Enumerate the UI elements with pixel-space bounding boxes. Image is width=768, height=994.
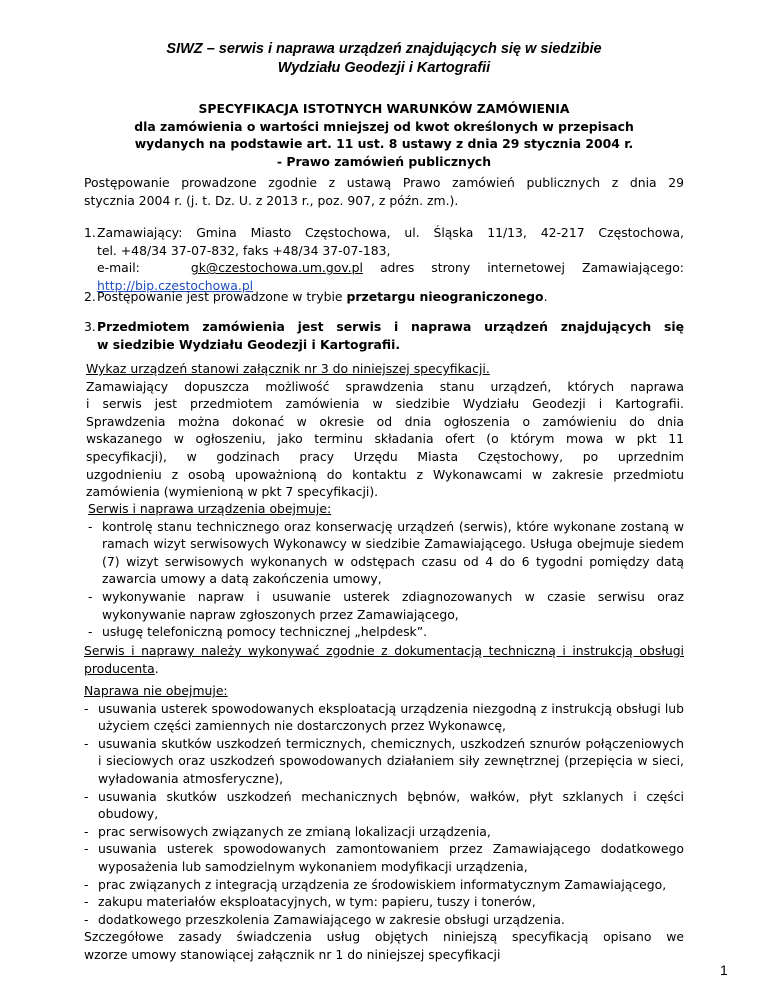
documentation-paragraph	[84, 642, 684, 677]
list-item: - zakupu materiałów eksploatacyjnych, w tym: papieru, tuszy i tonerów,	[84, 894, 536, 910]
section-number: 1.	[84, 225, 96, 240]
repair-exclusions-heading: Naprawa nie obejmuje:	[84, 683, 228, 698]
section-1-contracting-authority	[84, 224, 684, 294]
list-item-text: usuwania skutków uszkodzeń termicznych, chemicznych, uszkodzeń sznurów połączeniowych i sieciowych oraz uszkodzeń spowodowanych działaniem siły zewnętrznej (przepięcia w sieci, wyładowania atmosferyczne),	[98, 735, 684, 786]
list-item-text: wykonywanie napraw i usuwanie usterek zdiagnozowanych w czasie serwisu oraz wykonywanie napraw zgłoszonych przez Zamawiającego,	[102, 588, 684, 622]
service-scope	[88, 500, 684, 641]
equipment-list-reference: Wykaz urządzeń stanowi załącznik nr 3 do niniejszej specyfikacji.	[86, 361, 490, 376]
title-line-4: - Prawo zamówień publicznych	[276, 153, 492, 169]
list-item: - usługę telefoniczną pomocy technicznej „helpdesk”.	[88, 624, 428, 640]
intro-line-2: stycznia 2004 r. (j. t. Dz. U. z 2013 r., poz. 907, z późn. zm.).	[84, 192, 459, 208]
header-line-1: SIWZ – serwis i naprawa urządzeń znajdujących się w siedzibie	[166, 41, 602, 57]
documentation-end: .	[154, 660, 159, 676]
equipment-text-line: specyfikacji), w godzinach pracy Urzędu Miasta Częstochowy, po uprzednim	[86, 448, 684, 464]
equipment-text-line: Zamawiający dopuszcza możliwość sprawdzenia stanu urządzeń, których naprawa	[86, 378, 684, 394]
website-label: adres strony internetowej Zamawiającego:	[379, 260, 684, 276]
running-header	[0, 40, 768, 78]
section-number: 2.	[84, 289, 96, 304]
service-scope-heading: Serwis i naprawa urządzenia obejmuje:	[88, 501, 332, 516]
procedure-text: Postępowanie jest prowadzone w trybie	[97, 289, 343, 304]
title-line-1: SPECYFIKACJA ISTOTNYCH WARUNKÓW ZAMÓWIENIA	[198, 101, 570, 116]
equipment-text-line: wskazanego w ogłoszeniu, jako terminu składania ofert (o którym mowa w pkt 11	[86, 431, 684, 447]
document-title	[70, 100, 698, 170]
list-item: - usuwania skutków uszkodzeń termicznych, chemicznych, uszkodzeń sznurów połączeniowych i sieciowych oraz uszkodzeń spowodowanych działaniem siły zewnętrznej (przepięcia w sieci, wyładowania atmosferyczne),	[84, 735, 684, 786]
header-line-2: Wydziału Geodezji i Kartografii	[277, 60, 491, 76]
email-link[interactable]: gk@czestochowa.um.gov.pl	[190, 260, 363, 276]
closing-line-1: Szczegółowe zasady świadczenia usług objętych niniejszą specyfikacją opisano we	[84, 929, 684, 945]
page-number: 1	[720, 962, 728, 978]
closing-line-2: wzorze umowy stanowiącej załącznik nr 1 do niniejszej specyfikacji	[84, 946, 501, 962]
section-3-subject	[84, 318, 684, 353]
list-item: - wykonywanie napraw i usuwanie usterek zdiagnozowanych w czasie serwisu oraz wykonywanie napraw zgłoszonych przez Zamawiającego,	[88, 588, 684, 622]
list-item-text: usuwania usterek spowodowanych eksploatacją urządzenia niezgodną z instrukcją obsługi lub użyciem części zamiennych nie dostarczonych przez Wykonawcę,	[98, 700, 684, 734]
list-item: - usuwania usterek spowodowanych zamontowaniem przez Zamawiającego dodatkowego wyposażenia lub samodzielnym wykonaniem modyfikacji urządzenia,	[84, 841, 684, 874]
equipment-text-line: i serwis jest przedmiotem zamówienia w siedzibie Wydziału Geodezji i Kartografii.	[86, 396, 684, 412]
repair-exclusions	[84, 682, 684, 964]
list-item: - kontrolę stanu technicznego oraz konserwację urządzeń (serwis), które wykonane zostaną w ramach wizyt serwisowych Wykonawcy w siedzibie Zamawiającego. Usługa obejmuje siedem (7) wizyt serwisowych wykonanych w odstępach czasu od 4 do 6 tygodni pomiędzy datą zawarcia umowy a datą zakończenia umowy,	[88, 518, 684, 587]
subject-line-2: w siedzibie Wydziału Geodezji i Kartografii.	[97, 336, 401, 352]
documentation-text: Serwis i naprawy należy wykonywać zgodnie z dokumentacją techniczną i instrukcją obsługi producenta	[84, 643, 684, 676]
list-item-text: usuwania skutków uszkodzeń mechanicznych bębnów, wałków, płyt szklanych i części obudowy,	[98, 788, 684, 822]
equipment-text-line: zamówienia (wymienioną w pkt 7 specyfikacji).	[86, 484, 379, 500]
procedure-mode: przetargu nieograniczonego	[346, 289, 544, 304]
list-item: - prac serwisowych związanych ze zmianą lokalizacji urządzenia,	[84, 823, 491, 839]
equipment-list-paragraph	[86, 360, 684, 501]
authority-phone-fax: tel. +48/34 37-07-832, faks +48/34 37-07-183,	[97, 242, 391, 258]
list-item-text: zakupu materiałów eksploatacyjnych, w tym: papieru, tuszy i tonerów,	[98, 894, 536, 910]
authority-contact-line	[97, 259, 684, 277]
equipment-text-line: Sprawdzenia można dokonać w okresie od dnia ogłoszenia o zamówieniu do dnia	[86, 413, 684, 429]
title-line-3: wydanych na podstawie art. 11 ust. 8 ustawy z dnia 29 stycznia 2004 r.	[134, 136, 634, 151]
section-2-procedure	[84, 288, 684, 306]
list-item-text: usługę telefoniczną pomocy technicznej „helpdesk”.	[102, 624, 428, 640]
list-item-text: usuwania usterek spowodowanych zamontowaniem przez Zamawiającego dodatkowego wyposażenia lub samodzielnym wykonaniem modyfikacji urządzenia,	[98, 841, 684, 874]
list-item: - dodatkowego przeszkolenia Zamawiającego w zakresie obsługi urządzenia.	[84, 911, 565, 927]
list-item: - prac związanych z integracją urządzenia ze środowiskiem informatycznym Zamawiającego,	[84, 876, 667, 892]
intro-paragraph	[84, 174, 684, 209]
list-item-text: kontrolę stanu technicznego oraz konserwację urządzeń (serwis), które wykonane zostaną w ramach wizyt serwisowych Wykonawcy w siedzibie Zamawiającego. Usługa obejmuje siedem (7) wizyt serwisowych wykonanych w odstępach czasu od 4 do 6 tygodni pomiędzy datą zawarcia umowy a datą zakończenia umowy,	[102, 518, 684, 587]
list-item-text: prac związanych z integracją urządzenia ze środowiskiem informatycznym Zamawiającego,	[98, 876, 667, 892]
section-number: 3.	[84, 319, 96, 334]
list-item-text: prac serwisowych związanych ze zmianą lokalizacji urządzenia,	[98, 823, 491, 839]
list-item: - usuwania usterek spowodowanych eksploatacją urządzenia niezgodną z instrukcją obsługi lub użyciem części zamiennych nie dostarczonych przez Wykonawcę,	[84, 700, 684, 734]
authority-address: Zamawiający: Gmina Miasto Częstochowa, ul. Śląska 11/13, 42-217 Częstochowa,	[97, 225, 684, 240]
intro-line-1: Postępowanie prowadzone zgodnie z ustawą Prawo zamówień publicznych z dnia 29	[84, 175, 684, 190]
website-link[interactable]: http://bip.czestochowa.pl	[97, 277, 254, 293]
email-label: e-mail:	[97, 260, 140, 276]
list-item-text: dodatkowego przeszkolenia Zamawiającego w zakresie obsługi urządzenia.	[98, 911, 565, 927]
title-line-2: dla zamówienia o wartości mniejszej od kwot określonych w przepisach	[134, 118, 634, 134]
list-item: - usuwania skutków uszkodzeń mechanicznych bębnów, wałków, płyt szklanych i części obudowy,	[84, 788, 684, 822]
equipment-text-line: uzgodnieniu z osobą upoważnioną do kontaktu z Wykonawcami w zakresie przedmiotu	[86, 466, 684, 482]
procedure-end: .	[543, 289, 548, 304]
subject-line-1: Przedmiotem zamówienia jest serwis i naprawa urządzeń znajdujących się	[97, 319, 684, 334]
